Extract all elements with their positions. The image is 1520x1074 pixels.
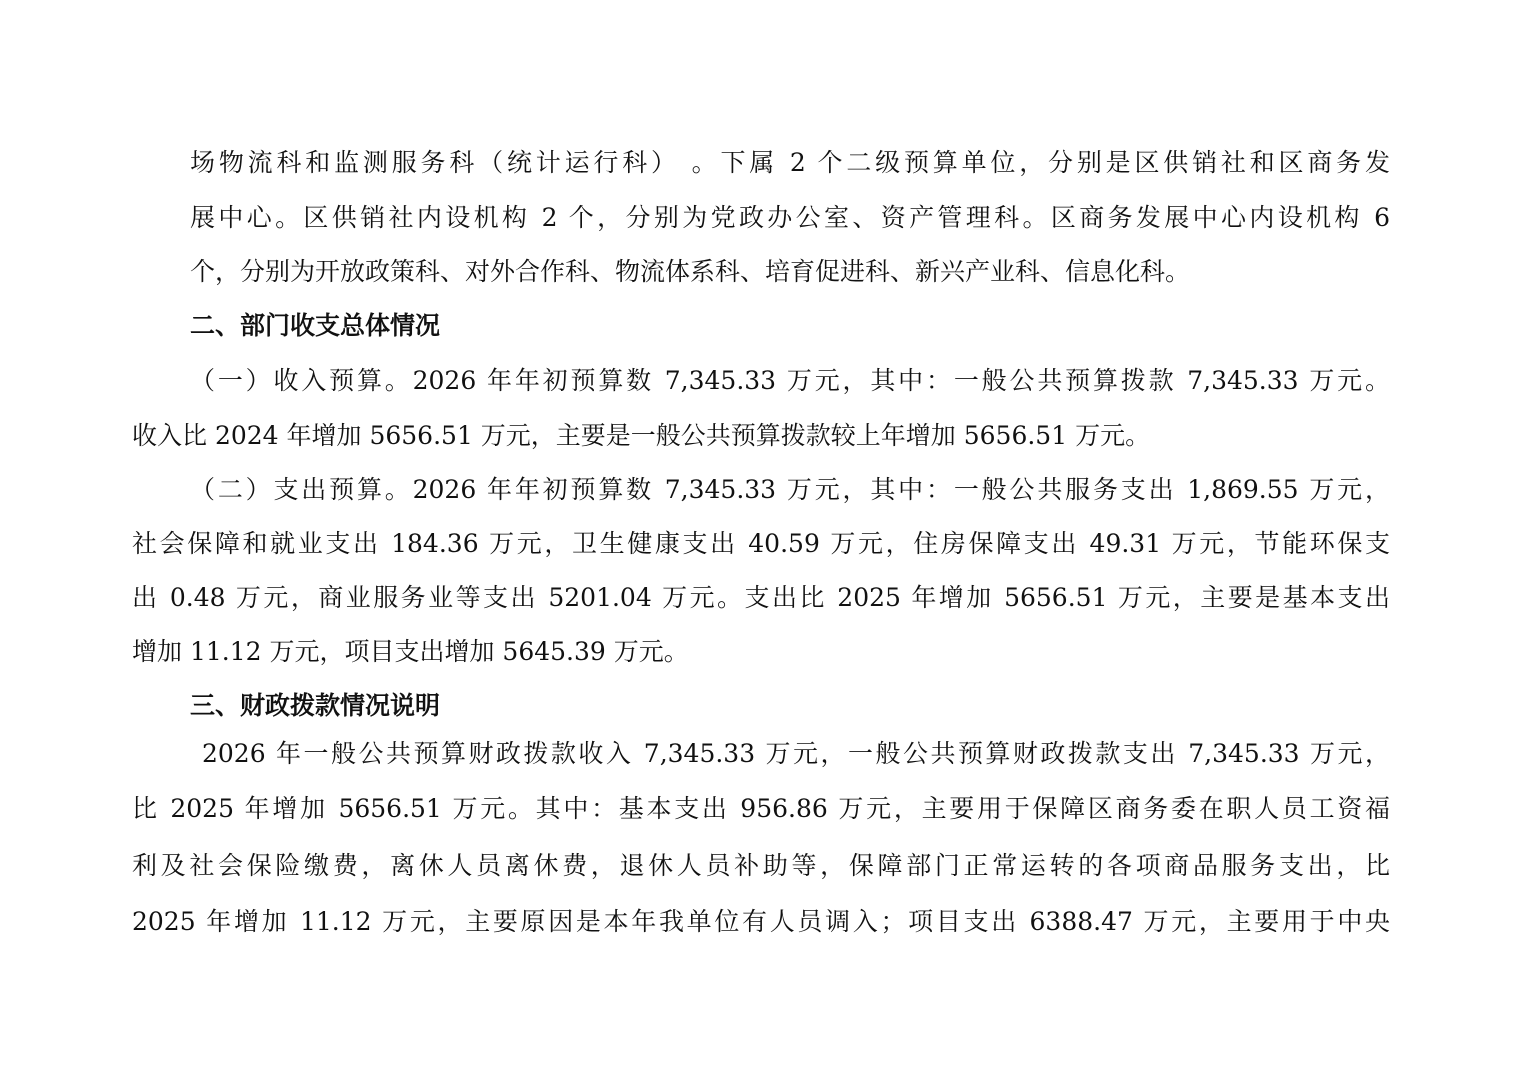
section-heading: 三、财政拨款情况说明 [190, 691, 441, 720]
fiscal-appropriation-line: 2025 年增加 11.12 万元，主要原因是本年我单位有人员调入；项目支出 6388.47 万元，主要用于中央 [132, 907, 1390, 936]
income-budget-line: 收入比 2024 年增加 5656.51 万元，主要是一般公共预算拨款较上年增加 5656.51 万元。 [132, 421, 1151, 450]
income-budget-line: （一）收入预算。2026 年年初预算数 7,345.33 万元，其中：一般公共预算拨款 7,345.33 万元。 [190, 366, 1390, 395]
fiscal-appropriation-line: 2026 年一般公共预算财政拨款收入 7,345.33 万元，一般公共预算财政拨款支出 7,345.33 万元， [202, 739, 1390, 768]
body-text-line: 场物流科和监测服务科（统计运行科） 。下属 2 个二级预算单位，分别是区供销社和区商务发 [190, 148, 1390, 177]
expenditure-budget-line: （二）支出预算。2026 年年初预算数 7,345.33 万元，其中：一般公共服务支出 1,869.55 万元， [190, 475, 1390, 504]
body-text-line: 个，分别为开放政策科、对外合作科、物流体系科、培育促进科、新兴产业科、信息化科。 [190, 257, 1191, 286]
expenditure-budget-line: 出 0.48 万元，商业服务业等支出 5201.04 万元。支出比 2025 年增加 5656.51 万元，主要是基本支出 [132, 583, 1390, 612]
expenditure-budget-line: 增加 11.12 万元，项目支出增加 5645.39 万元。 [132, 637, 689, 666]
section-heading: 二、部门收支总体情况 [190, 311, 441, 340]
expenditure-budget-line: 社会保障和就业支出 184.36 万元，卫生健康支出 40.59 万元，住房保障支出 49.31 万元，节能环保支 [132, 529, 1390, 558]
body-text-line: 展中心。区供销社内设机构 2 个，分别为党政办公室、资产管理科。区商务发展中心内设机构 6 [190, 203, 1390, 232]
fiscal-appropriation-line: 利及社会保险缴费，离休人员离休费，退休人员补助等，保障部门正常运转的各项商品服务支出，比 [132, 851, 1390, 880]
fiscal-appropriation-line: 比 2025 年增加 5656.51 万元。其中：基本支出 956.86 万元，主要用于保障区商务委在职人员工资福 [132, 794, 1390, 823]
